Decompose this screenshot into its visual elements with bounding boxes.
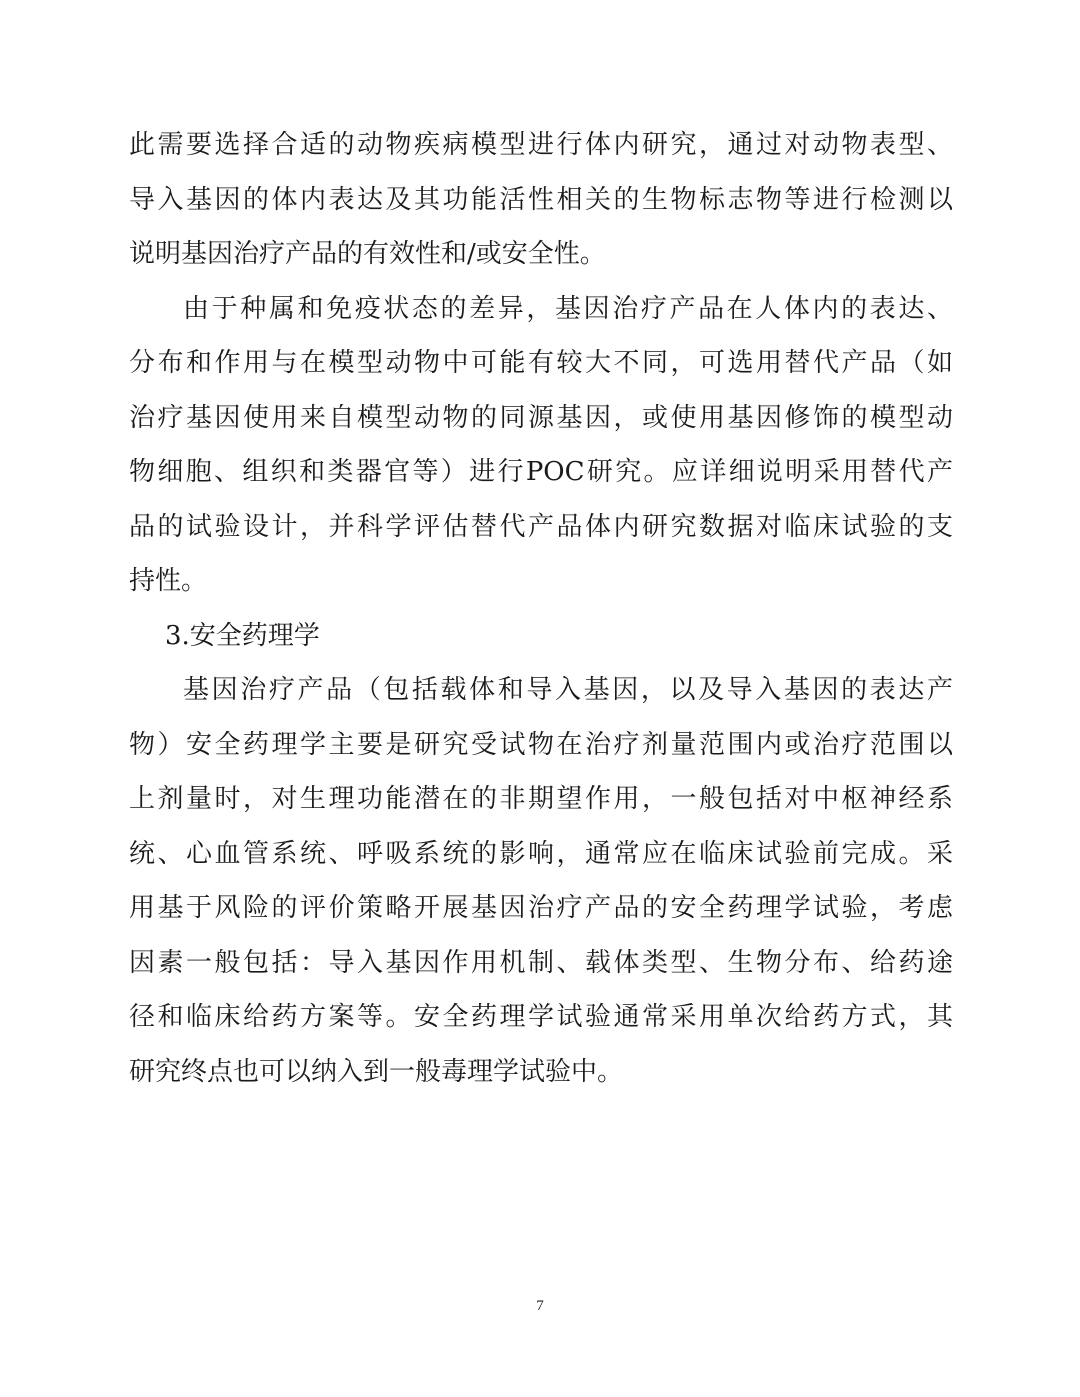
paragraph-species-differences bbox=[129, 282, 953, 609]
text-line: 基因治疗产品（包括载体和导入基因，以及导入基因的表达产 bbox=[183, 675, 953, 705]
text-line: 说明基因治疗产品的有效性和/或安全性。 bbox=[129, 239, 606, 269]
document-body bbox=[129, 118, 953, 1099]
text-line: 分布和作用与在模型动物中可能有较大不同，可选用替代产品（如 bbox=[129, 348, 953, 378]
text-line: 物）安全药理学主要是研究受试物在治疗剂量范围内或治疗范围以 bbox=[129, 729, 953, 760]
section-heading bbox=[129, 609, 953, 664]
text-line: 治疗基因使用来自模型动物的同源基因，或使用基因修饰的模型动 bbox=[129, 402, 953, 433]
text-line: 品的试验设计，并科学评估替代产品体内研究数据对临床试验的支 bbox=[129, 511, 953, 542]
text-line: 持性。 bbox=[129, 566, 208, 596]
text-line: 因素一般包括：导入基因作用机制、载体类型、生物分布、给药途 bbox=[129, 947, 953, 978]
paragraph-continued bbox=[129, 118, 953, 282]
text-line: 用基于风险的评价策略开展基因治疗产品的安全药理学试验，考虑 bbox=[129, 893, 953, 923]
text-line: 研究终点也可以纳入到一般毒理学试验中。 bbox=[129, 1056, 624, 1087]
page-number: 7 bbox=[536, 1298, 544, 1314]
section-heading-text: 3.安全药理学 bbox=[165, 620, 320, 651]
text-line: 径和临床给药方案等。安全药理学试验通常采用单次给药方式，其 bbox=[129, 1002, 953, 1032]
text-line: 统、心血管系统、呼吸系统的影响，通常应在临床试验前完成。采 bbox=[129, 838, 953, 869]
text-line: 此需要选择合适的动物疾病模型进行体内研究，通过对动物表型、 bbox=[129, 130, 953, 160]
text-line: 物细胞、组织和类器官等）进行POC研究。应详细说明采用替代产 bbox=[129, 457, 953, 487]
text-line: 导入基因的体内表达及其功能活性相关的生物标志物等进行检测以 bbox=[129, 184, 953, 215]
paragraph-safety-pharmacology bbox=[129, 663, 953, 1099]
text-line: 由于种属和免疫状态的差异，基因治疗产品在人体内的表达、 bbox=[183, 293, 953, 324]
text-line: 上剂量时，对生理功能潜在的非期望作用，一般包括对中枢神经系 bbox=[129, 784, 953, 814]
